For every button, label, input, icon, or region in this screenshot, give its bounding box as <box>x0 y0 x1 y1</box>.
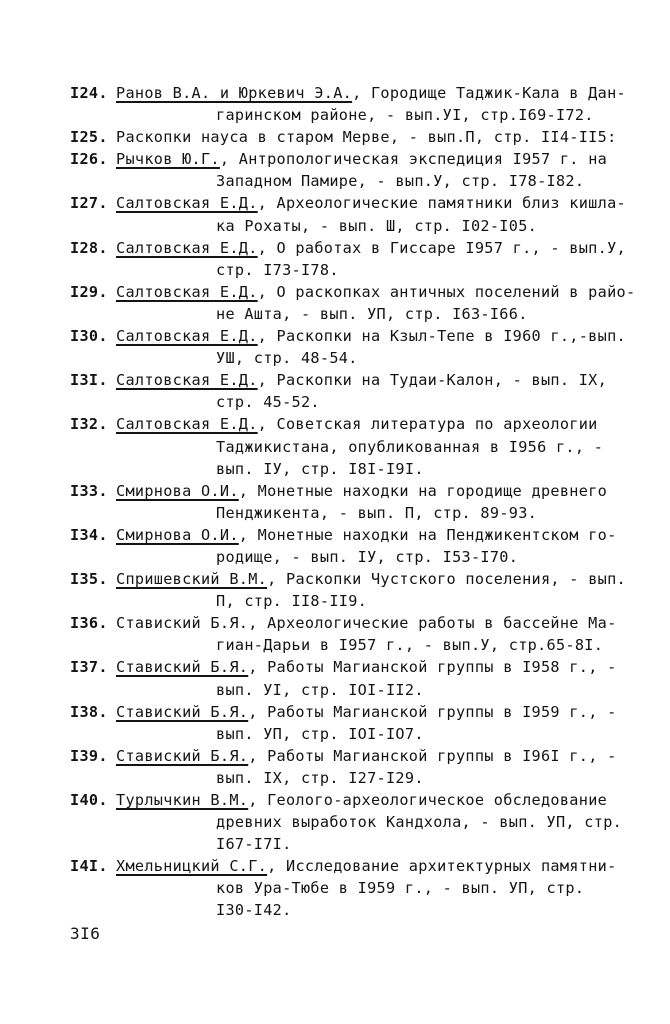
entry-line: вып. IX, стр. I27-I29. <box>216 768 424 787</box>
entry-line: Пенджикента, - вып. П, стр. 89-93. <box>216 503 538 522</box>
entry-author: Ставиский Б.Я. <box>116 658 249 677</box>
bibliography-entry <box>70 789 650 855</box>
entry-text <box>116 126 650 148</box>
entry-author: Спришевский В.М. <box>116 570 268 589</box>
entry-line: вып. IУ, стр. I8I-I9I. <box>216 459 424 478</box>
entry-line: , Городище Таджик-Кала в Дан- <box>352 84 626 102</box>
entry-line: I67-I7I. <box>216 835 292 854</box>
entry-line: родище, - вып. IУ, стр. I53-I70. <box>216 547 519 566</box>
entry-author: Хмельницкий С.Г. <box>116 857 268 876</box>
entry-text <box>116 148 650 192</box>
entry-number: I27. <box>70 194 108 213</box>
entry-number: I32. <box>70 415 108 434</box>
bibliography-entry <box>70 148 650 192</box>
page-number: 3I6 <box>70 924 101 943</box>
bibliography-entry <box>70 855 650 921</box>
entry-line: , Раскопки на Тудаи-Калон, - вып. IX, <box>257 371 608 390</box>
entry-line: древних выработок Кандхола, - вып. УП, стр. <box>216 813 623 832</box>
entry-line: не Ашта, - вып. УП, стр. I63-I66. <box>216 304 528 323</box>
entry-number: I29. <box>70 282 108 301</box>
entry-text <box>116 568 650 612</box>
entry-author: Ранов В.А. и Юркевич Э.А. <box>116 84 353 102</box>
entry-line: гаринском районе, - вып.УI, стр.I69-I72. <box>216 106 594 125</box>
entry-number: I33. <box>70 481 108 500</box>
entry-number: I30. <box>70 327 108 346</box>
entry-number: I37. <box>70 658 108 677</box>
bibliography-entry <box>70 237 650 281</box>
entry-number: I40. <box>70 791 108 809</box>
entry-line: Таджикистана, опубликованная в I956 г., - <box>216 437 604 456</box>
bibliography-entry <box>70 568 650 612</box>
entry-number: I35. <box>70 570 108 589</box>
bibliography-entry <box>70 413 650 479</box>
entry-author: Смирнова О.И. <box>116 525 239 544</box>
entry-number: I28. <box>70 238 108 257</box>
entry-text <box>116 325 650 369</box>
entry-number: I38. <box>70 702 108 721</box>
entry-author: Салтовская Е.Д. <box>116 371 258 390</box>
bibliography-entry <box>70 745 650 789</box>
entry-number: I34. <box>70 525 108 544</box>
entry-text <box>116 524 650 568</box>
entry-line: , Геолого-археологическое обследование <box>248 791 608 809</box>
entry-line: , Работы Магианской группы в I958 г., - <box>248 658 617 677</box>
entry-line: , Работы Магианской группы в I959 г., - <box>248 702 617 721</box>
entry-number: I24. <box>70 84 108 102</box>
entry-text <box>116 369 650 413</box>
entry-text <box>116 612 650 656</box>
entry-line: , О раскопках античных поселений в райо- <box>257 282 636 301</box>
entry-number: I3I. <box>70 371 108 390</box>
entry-number: I36. <box>70 614 108 633</box>
entry-line: , Раскопки на Кзыл-Тепе в I960 г.,-вып. <box>257 327 626 346</box>
entry-line: , О работах в Гиссаре I957 г., - вып.У, <box>257 238 626 257</box>
entry-text <box>116 281 650 325</box>
entry-line: , Монетные находки на городище древнего <box>238 481 608 500</box>
entry-line: вып. УI, стр. IOI-II2. <box>216 680 424 699</box>
entry-line: I30-I42. <box>216 901 292 920</box>
entry-text <box>116 656 650 700</box>
entry-line: стр. I73-I78. <box>216 260 339 279</box>
bibliography-entry <box>70 612 650 656</box>
entry-line: П, стр. II8-II9. <box>216 592 368 611</box>
entry-author: Рычков Ю.Г. <box>116 150 220 169</box>
entry-line: , Археологические памятники близ кишла- <box>257 194 626 213</box>
bibliography-entry <box>70 369 650 413</box>
entry-line: , Раскопки Чустского поселения, - вып. <box>267 570 626 589</box>
bibliography-entry <box>70 656 650 700</box>
entry-text <box>116 237 650 281</box>
bibliography-entry <box>70 281 650 325</box>
entry-line: Ставиский Б.Я., Археологические работы в бассейне Ма- <box>116 614 617 633</box>
bibliography-entry <box>70 192 650 236</box>
entry-number: I25. <box>70 128 108 147</box>
entry-text <box>116 745 650 789</box>
bibliography-entry <box>70 480 650 524</box>
entry-author: Ставиский Б.Я. <box>116 702 249 721</box>
bibliography-list <box>70 82 650 922</box>
entry-number: I39. <box>70 746 108 765</box>
entry-text <box>116 789 650 855</box>
entry-number: I26. <box>70 150 108 169</box>
entry-line: ков Ура-Тюбе в I959 г., - вып. УП, стр. <box>216 879 585 898</box>
entry-line: , Антропологическая экспедиция I957 г. на <box>219 150 608 169</box>
entry-text <box>116 855 650 921</box>
entry-author: Ставиский Б.Я. <box>116 746 249 765</box>
entry-text <box>116 192 650 236</box>
entry-line: гиан-Дарьи в I957 г., - вып.У, стр.65-8I. <box>216 636 604 655</box>
entry-line: , Работы Магианской группы в I96I г., - <box>248 746 617 765</box>
entry-text <box>116 480 650 524</box>
entry-author: Салтовская Е.Д. <box>116 415 258 434</box>
entry-author: Салтовская Е.Д. <box>116 327 258 346</box>
entry-line: Западном Памире, - вып.У, стр. I78-I82. <box>216 172 585 191</box>
bibliography-entry <box>70 126 650 148</box>
entry-text <box>116 701 650 745</box>
entry-line: , Исследование архитектурных памятни- <box>267 857 617 876</box>
bibliography-entry <box>70 524 650 568</box>
entry-author: Смирнова О.И. <box>116 481 239 500</box>
entry-line: УШ, стр. 48-54. <box>216 349 358 368</box>
entry-author: Салтовская Е.Д. <box>116 282 258 301</box>
entry-author: Салтовская Е.Д. <box>116 238 258 257</box>
entry-line: ка Рохаты, - вып. Ш, стр. I02-I05. <box>216 216 538 235</box>
entry-text <box>116 413 650 479</box>
entry-line: вып. УП, стр. IOI-IO7. <box>216 724 424 743</box>
entry-number: I4I. <box>70 857 108 876</box>
entry-line: , Монетные находки на Пенджикентском го- <box>238 525 617 544</box>
entry-line: Раскопки науса в старом Мерве, - вып.П, стр. II4-II5: <box>116 128 617 147</box>
entry-line: стр. 45-52. <box>216 393 320 412</box>
entry-author: Салтовская Е.Д. <box>116 194 258 213</box>
bibliography-entry <box>70 82 650 126</box>
entry-author: Турлычкин В.М. <box>116 791 249 809</box>
bibliography-entry <box>70 325 650 369</box>
bibliography-entry <box>70 701 650 745</box>
entry-line: , Советская литература по археологии <box>257 415 598 434</box>
entry-text <box>116 82 650 126</box>
